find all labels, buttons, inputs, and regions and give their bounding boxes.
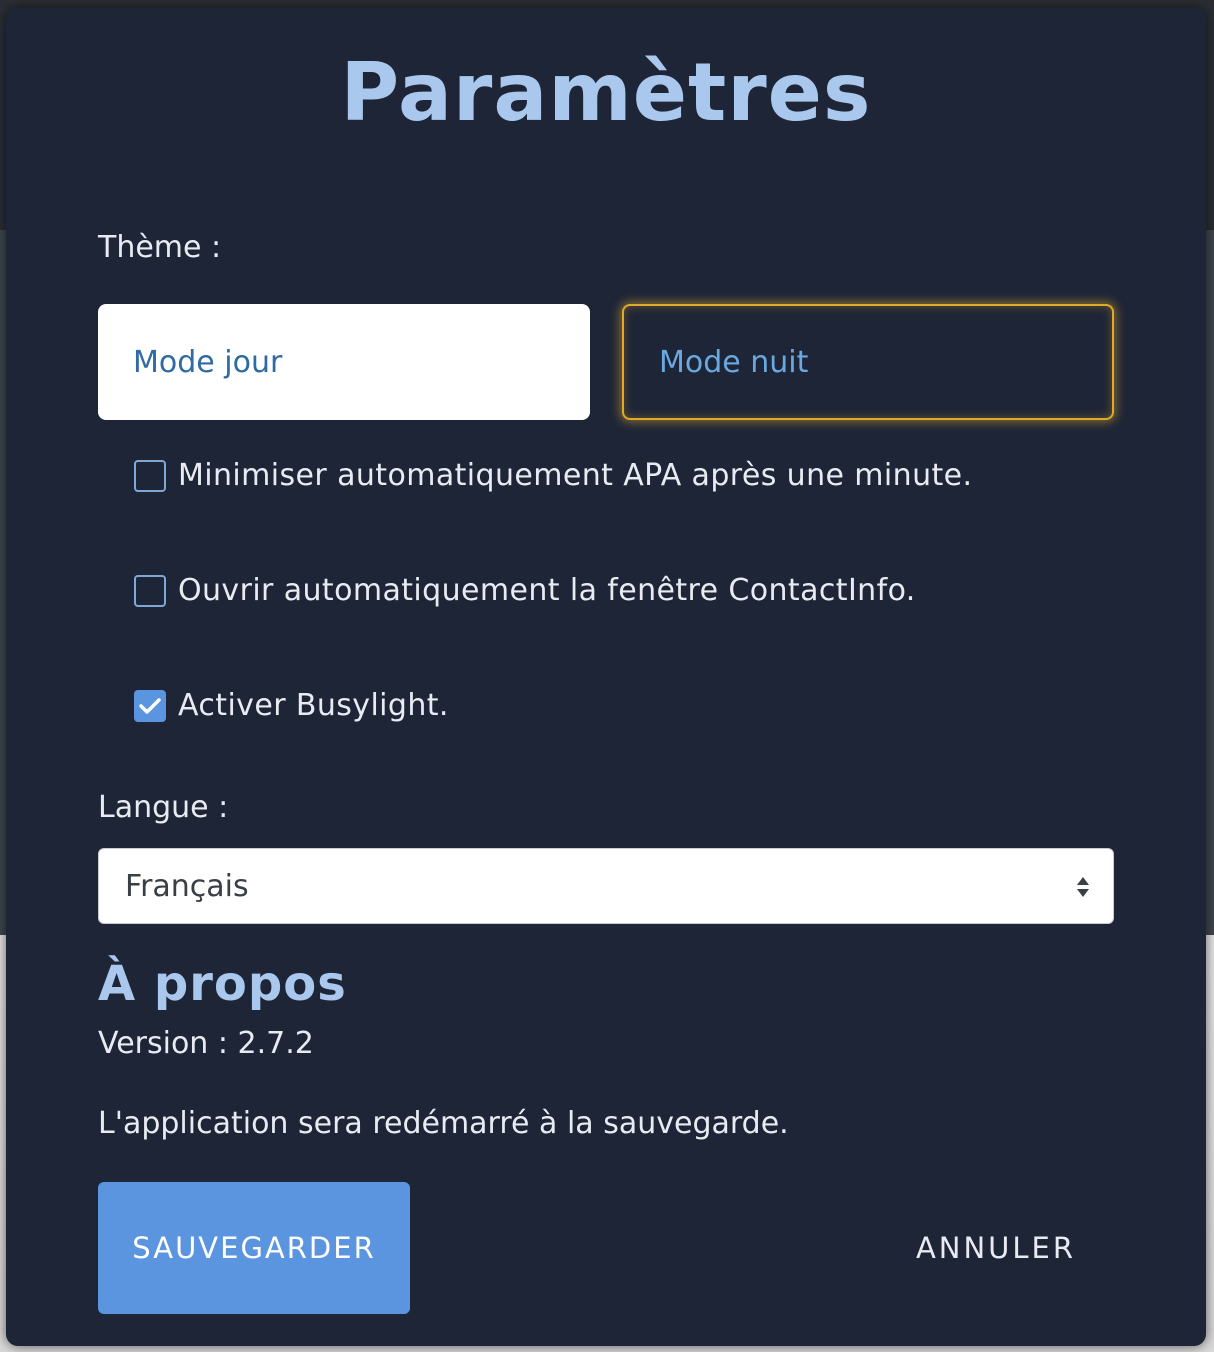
settings-dialog — [6, 8, 1206, 1346]
language-selected-value: Français — [125, 868, 249, 904]
busylight-label: Activer Busylight. — [178, 688, 449, 723]
busylight-checkbox[interactable] — [134, 690, 166, 722]
night-mode-label: Mode nuit — [659, 344, 809, 380]
day-mode-label: Mode jour — [133, 344, 283, 380]
cancel-button[interactable]: ANNULER — [915, 1231, 1077, 1265]
language-select[interactable] — [98, 848, 1114, 924]
theme-label: Thème : — [98, 230, 222, 265]
option-busylight[interactable] — [134, 688, 449, 723]
auto-open-contactinfo-checkbox[interactable] — [134, 575, 166, 607]
auto-open-contactinfo-label: Ouvrir automatiquement la fenêtre ContactInfo. — [178, 573, 916, 608]
auto-minimize-checkbox[interactable] — [134, 460, 166, 492]
version-text: Version : 2.7.2 — [98, 1026, 314, 1061]
select-arrows-icon — [1075, 875, 1091, 899]
language-label: Langue : — [98, 790, 229, 825]
save-button[interactable]: SAUVEGARDER — [98, 1182, 410, 1314]
about-heading: À propos — [98, 956, 347, 1012]
dialog-title: Paramètres — [340, 46, 872, 139]
night-mode-button[interactable] — [622, 304, 1114, 420]
option-auto-minimize[interactable] — [134, 458, 972, 493]
day-mode-button[interactable] — [98, 304, 590, 420]
option-auto-open-contactinfo[interactable] — [134, 573, 916, 608]
restart-notice: L'application sera redémarré à la sauvegarde. — [98, 1106, 789, 1141]
auto-minimize-label: Minimiser automatiquement APA après une minute. — [178, 458, 973, 493]
checkmark-icon — [139, 697, 161, 715]
